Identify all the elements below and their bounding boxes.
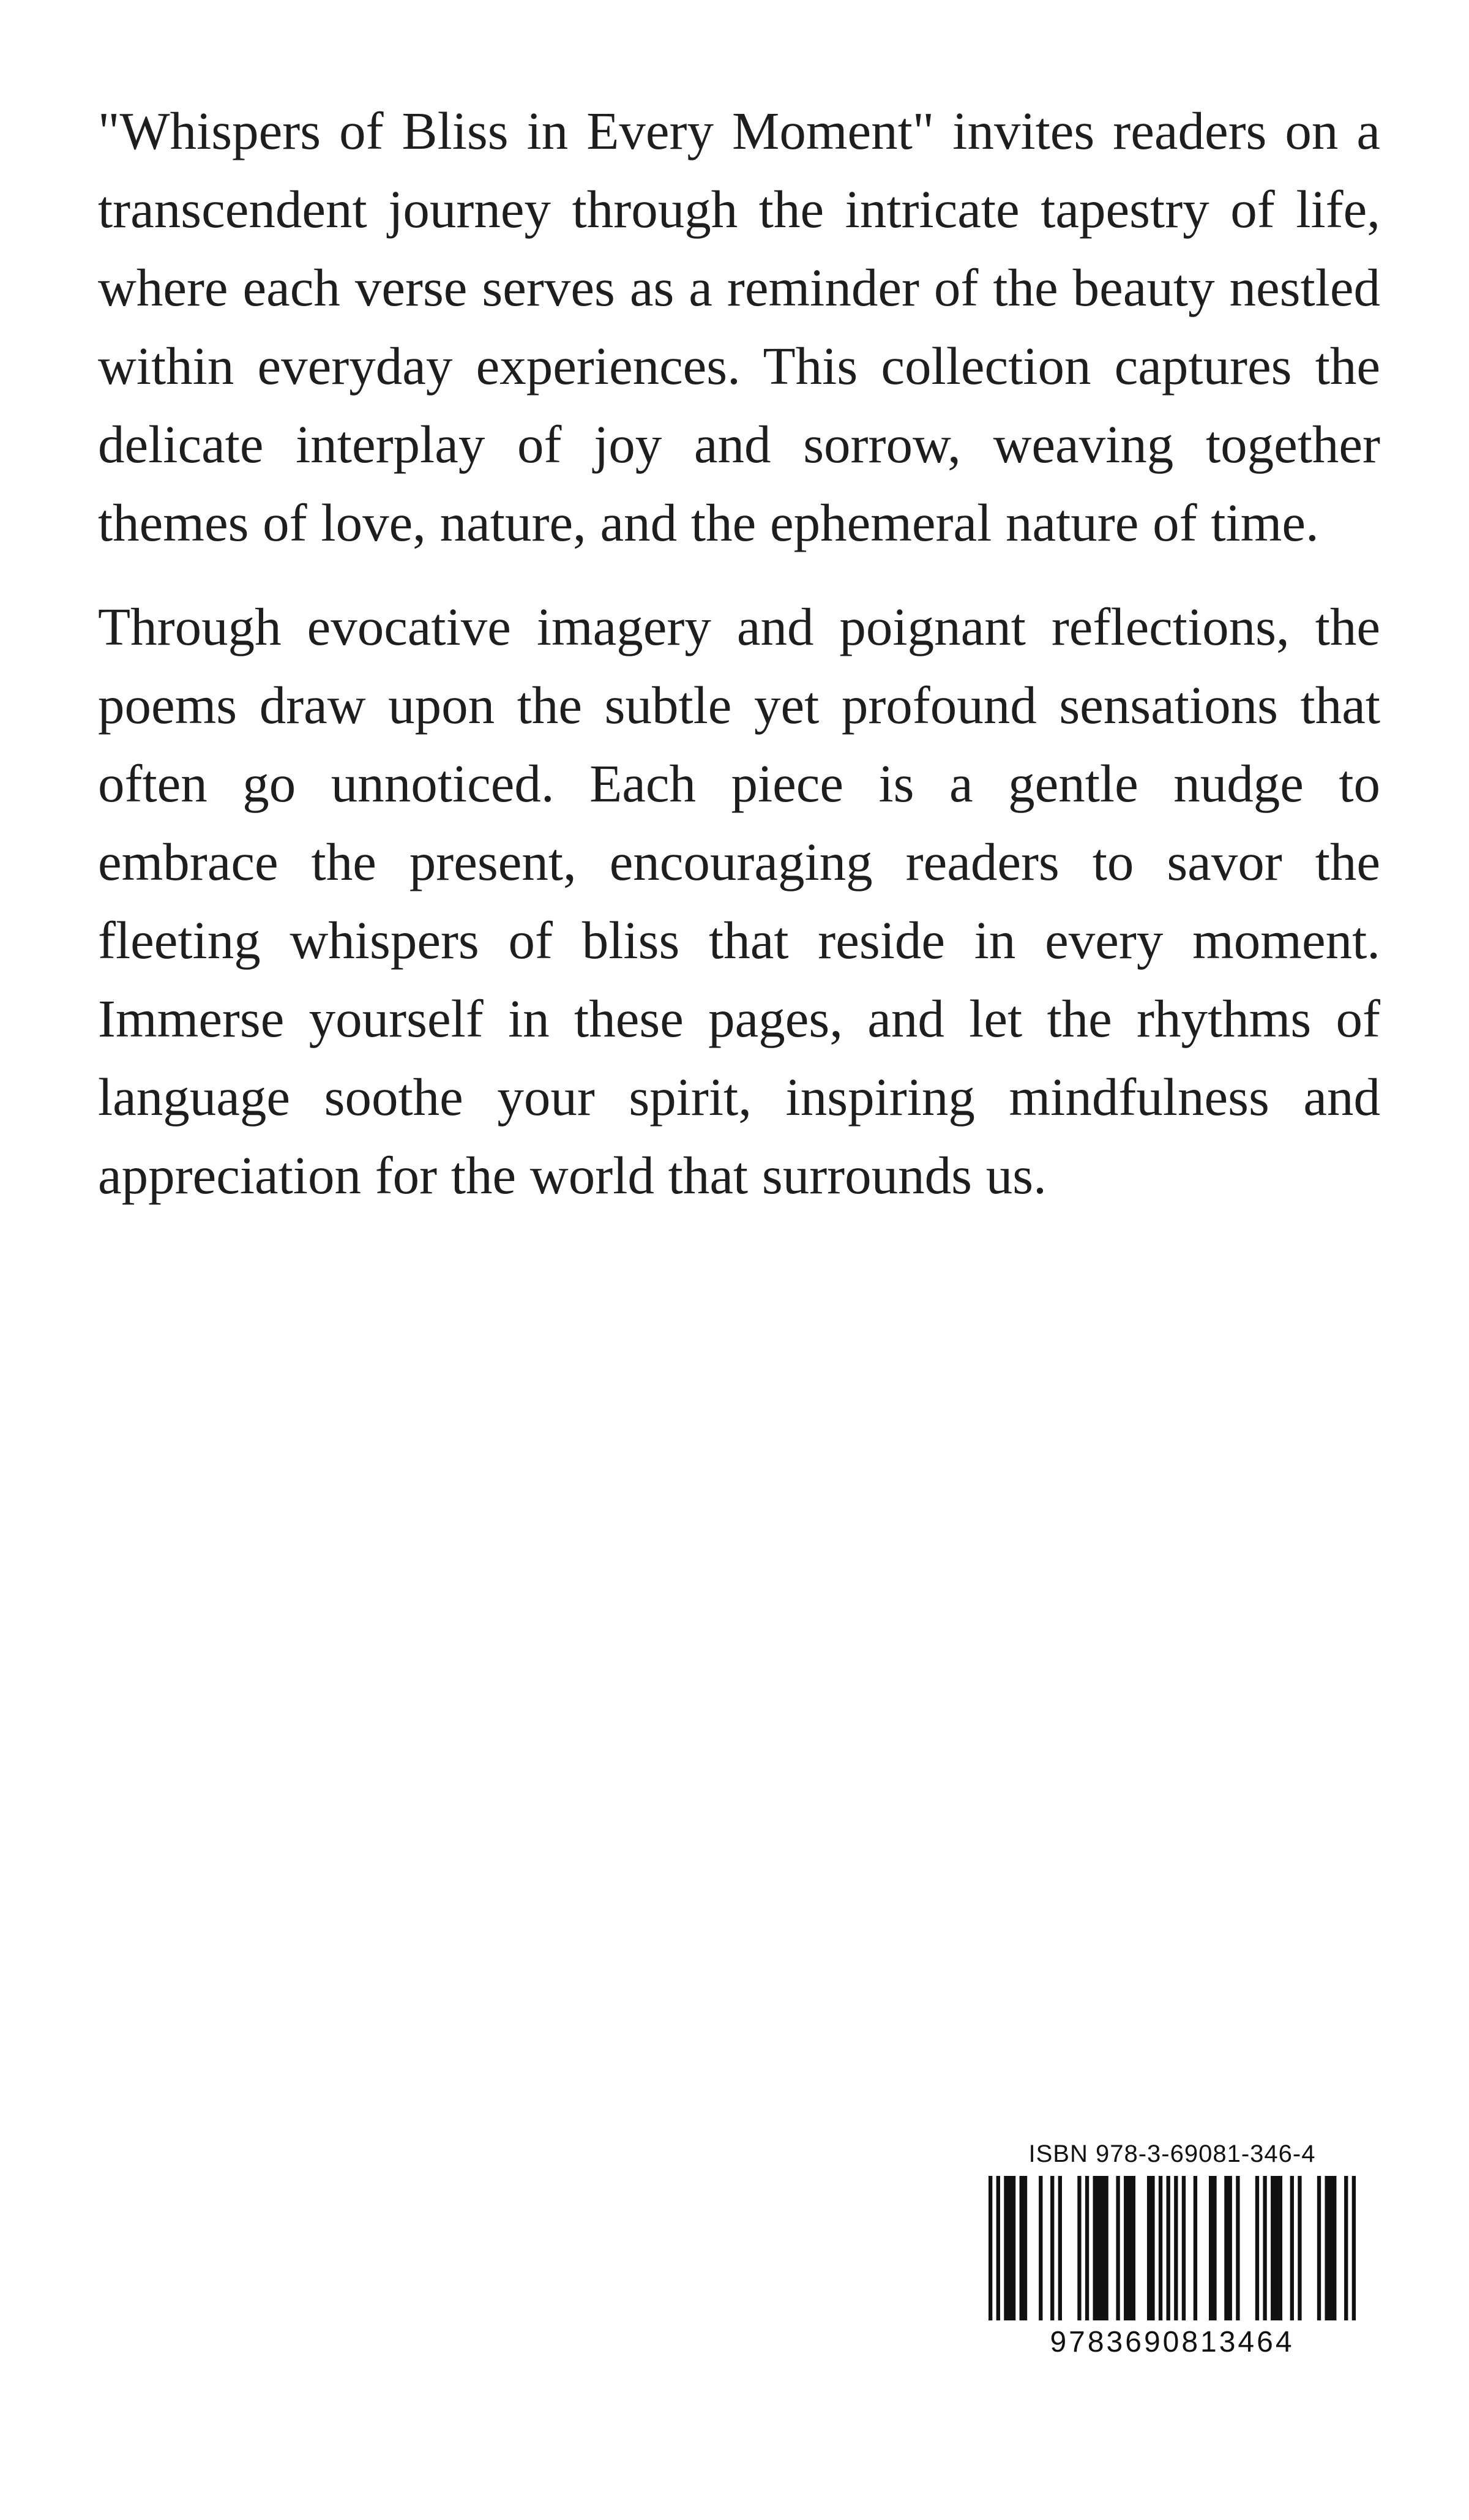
barcode-bar [1004, 2176, 1015, 2320]
barcode-bar [1182, 2176, 1186, 2320]
barcode-icon [989, 2176, 1356, 2320]
barcode-bar [1174, 2176, 1178, 2320]
ean-digits: 9783690813464 [1050, 2326, 1295, 2358]
barcode-bar [1050, 2176, 1054, 2320]
barcode-bar [1271, 2176, 1282, 2320]
barcode-bar [989, 2176, 992, 2320]
blurb-paragraph-1: "Whispers of Bliss in Every Moment" invites readers on a transcendent journey through the intricate tapestry of life, where each verse serves as a reminder of the beauty nestled within everyday experiences. This collection captures the delicate interplay of joy and sorrow, weaving together themes of love, nature, and the ephemeral nature of time. [98, 101, 1380, 552]
barcode-bar [996, 2176, 1000, 2320]
barcode-bar [1224, 2176, 1232, 2320]
barcode-bar [1194, 2176, 1197, 2320]
isbn-barcode-block [989, 2137, 1356, 2369]
barcode-bar [1077, 2176, 1081, 2320]
barcode-bar [1159, 2176, 1162, 2320]
barcode-bar [1167, 2176, 1170, 2320]
barcode-bar [1317, 2176, 1321, 2320]
isbn-label: ISBN 978-3-69081-346-4 [1028, 2140, 1316, 2167]
barcode-bar [1093, 2176, 1108, 2320]
barcode-bar [1290, 2176, 1294, 2320]
barcode-bar [1325, 2176, 1336, 2320]
cover-blurb [98, 92, 1380, 1215]
barcode-bar [1020, 2176, 1028, 2320]
barcode-bar [1263, 2176, 1266, 2320]
blurb-paragraph-2: Through evocative imagery and poignant reflections, the poems draw upon the subtle yet profound sensations that often go unnoticed. Each piece is a gentle nudge to embrace the present, encouraging readers to savor the fleeting whispers of bliss that reside in every moment. Immerse yourself in these pages, and let the rhythms of language soothe your spirit, inspiring mindfulness and appreciation for the world that surrounds us. [98, 597, 1380, 1205]
barcode-bar [1039, 2176, 1042, 2320]
barcode-bar [1147, 2176, 1155, 2320]
barcode-bar [1344, 2176, 1348, 2320]
barcode-bar [1058, 2176, 1062, 2320]
barcode-bar [1209, 2176, 1217, 2320]
barcode-bar [1116, 2176, 1120, 2320]
barcode-bar [1255, 2176, 1259, 2320]
barcode-bar [1352, 2176, 1356, 2320]
barcode-bar [1236, 2176, 1239, 2320]
barcode-bar [1124, 2176, 1135, 2320]
barcode-bar [1298, 2176, 1301, 2320]
barcode-bar [1085, 2176, 1089, 2320]
